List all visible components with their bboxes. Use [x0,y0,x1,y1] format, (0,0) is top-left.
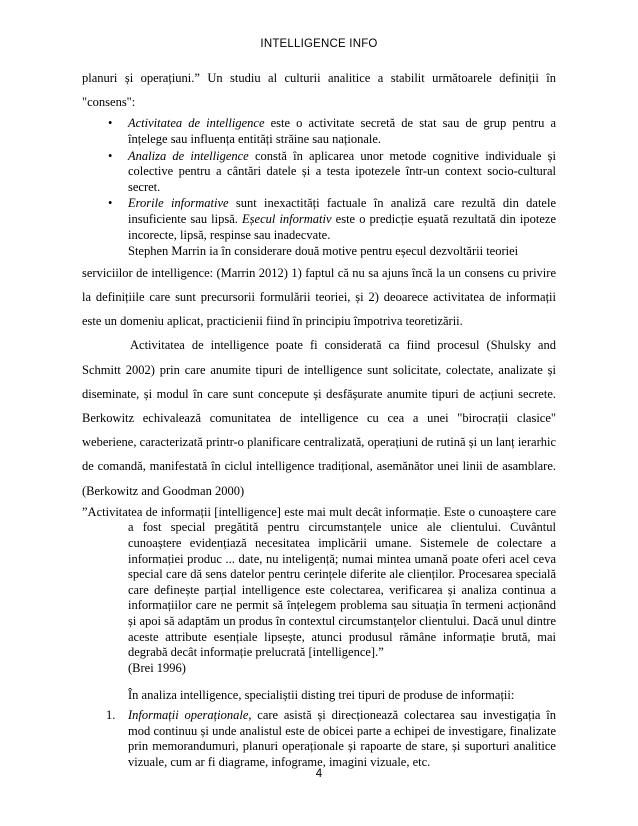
page-header: INTELLIGENCE INFO [260,38,378,50]
paragraph-products: În analiza intelligence, specialiștii disting trei tipuri de produse de informații: [128,688,515,703]
definition-term: Erorile informative [128,196,229,211]
product-term: Informații operaționale [128,707,249,722]
definition-term: Eșecul informativ [242,211,332,226]
list-item [108,196,557,243]
definition-text: sunt inexactități factuale în analiză care rezultă din datele insuficiente sau lipsă. [128,196,557,226]
paragraph-intro: planuri și operațiuni.” Un studiu al culturii analitice a stabilit următoarele definiții în "consens": [82,71,556,110]
bullet-icon: • [108,116,113,131]
definition-text: este o predicție eșuată rezultată din ipoteze incorecte, lipsă, respinse sau inadecvate. [128,211,557,242]
page-content [82,66,556,770]
paragraph-activity: Activitatea de intelligence poate fi considerată ca fiind procesul (Shulsky and Schmitt 2002) prin care anumite tipuri de intelligence sunt solicitate, colectate, analizate și diseminate, și modul în care sunt concepute și desfășurate anumite tipuri de acțiuni secrete. Berkowitz echivalează comunitatea de intelligence cu cea a unei "birocrații clasice" weberiene, caracterizată printr-o planificare centralizată, operațiuni de rutină și un lanț ierarhic de comandă, manifestată în ciclul intelligence tradițional, asemănător unei linii de asamblare. (Berkowitz and Goodman 2000) [82,338,556,498]
list-number: 1. [106,707,116,722]
products-list [82,708,556,770]
paragraph-marrin: serviciilor de intelligence: (Marrin 2012) 1) faptul că nu sa ajuns încă la un consens cu privire la definițiile care sunt precursorii formulării teoriei, și 2) deoarece activitatea de informații este un domeniu aplicat, practicienii fiind în principiu împotriva teoretizării. [82,265,556,329]
list-item [106,707,556,770]
definition-text: este o activitate secretă de stat sau de grup pentru a înțelege sau influența entități străine sau naționale. [128,116,557,146]
quote-text: ”Activitatea de informații [intelligence] este mai mult decât informație. Este o cunoaștere care a fost special pregătită pentru circumstanțele unice ale clientului. Cuvântul cunoaștere evidențiază necesitatea implicării umane. Sistemele de colectare a informației produc ... date, nu inteligență; numai mintea umană poate oferi acel ceva special care dă sens datelor pentru cerințele diferite ale clienților. Procesarea specială care definește parțial intelligence este colectarea, verificarea și analiza continua a informațiilor care ne permit să înțelegem problema sau situația în termeni acționând și apoi să adaptăm un produs în contextul circumstanțelor clientului. Dacă unul dintre aceste attribute esențiale lipsește, atunci produsul rămâne informație brută, mai degrabă decât informație prelucrată [intelligence].” [82,504,557,660]
definition-term: Activitatea de intelligence [128,116,265,131]
definition-text: constă în aplicarea unor metode cognitive individuale și colective pentru a cântări datele și a testa ipotezele într-un context socio-cultural secret. [128,148,556,194]
bullet-icon: • [108,196,113,211]
list-item [108,148,556,196]
quote-citation: (Brei 1996) [128,660,186,675]
definitions-list [82,116,556,243]
block-quote [82,505,556,677]
paragraph-marrin-first-line: Stephen Marrin ia în considerare două motive pentru eșecul dezvoltării teoriei [128,244,519,259]
bullet-icon: • [108,148,113,163]
product-text: , care asistă și direcționează colectarea sau investigația în mod continuu și unde analistul este de obicei parte a echipei de investigare, finalizate prin memorandumuri, planuri operaționale și rapoarte de stare, și suporturi analitice vizuale, cum ar fi diagrame, infograme, imagini vizuale, etc. [128,707,556,769]
list-item [108,116,557,147]
page-number: 4 [315,768,323,780]
definition-term: Analiza de intelligence [128,148,249,163]
